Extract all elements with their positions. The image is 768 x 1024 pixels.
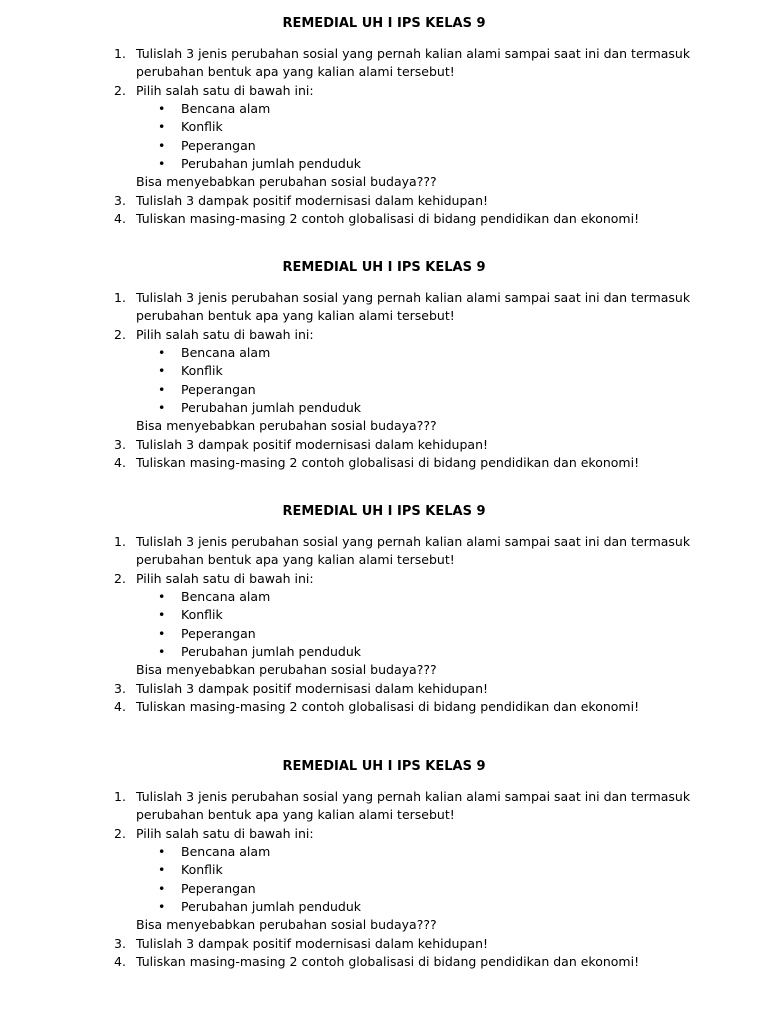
option-item: Peperangan	[181, 626, 256, 641]
question-3-text: Tulislah 3 dampak positif modernisasi dalam kehidupan!	[136, 936, 489, 951]
question-1-line-2: perubahan bentuk apa yang kalian alami tersebut!	[136, 552, 455, 567]
bullet-icon: •	[158, 101, 166, 116]
option-item: Perubahan jumlah penduduk	[181, 400, 362, 415]
question-3-text: Tulislah 3 dampak positif modernisasi dalam kehidupan!	[136, 437, 489, 452]
option-item: Konflik	[181, 363, 223, 378]
worksheet-block-3	[0, 503, 768, 714]
question-number: 4.	[114, 455, 126, 470]
worksheet-block-2	[0, 259, 768, 470]
question-number: 4.	[114, 954, 126, 969]
option-item: Perubahan jumlah penduduk	[181, 899, 362, 914]
bullet-icon: •	[158, 382, 166, 397]
question-1-line-1: Tulislah 3 jenis perubahan sosial yang pernah kalian alami sampai saat ini dan termasuk	[136, 789, 691, 804]
worksheet-title: REMEDIAL UH I IPS KELAS 9	[282, 504, 486, 519]
question-4-text: Tuliskan masing-masing 2 contoh globalisasi di bidang pendidikan dan ekonomi!	[136, 954, 640, 969]
bullet-icon: •	[158, 881, 166, 896]
bullet-icon: •	[158, 156, 166, 171]
worksheet-block-1	[0, 15, 768, 226]
question-2-text: Pilih salah satu di bawah ini:	[136, 83, 314, 98]
question-1-line-1: Tulislah 3 jenis perubahan sosial yang pernah kalian alami sampai saat ini dan termasuk	[136, 46, 691, 61]
question-1-line-2: perubahan bentuk apa yang kalian alami tersebut!	[136, 308, 455, 323]
bullet-icon: •	[158, 400, 166, 415]
bullet-icon: •	[158, 626, 166, 641]
bullet-icon: •	[158, 119, 166, 134]
question-2-follow-text: Bisa menyebabkan perubahan sosial budaya???	[136, 662, 437, 677]
question-2-follow-text: Bisa menyebabkan perubahan sosial budaya???	[136, 917, 437, 932]
question-2-follow-text: Bisa menyebabkan perubahan sosial budaya???	[136, 174, 437, 189]
question-2-follow-text: Bisa menyebabkan perubahan sosial budaya???	[136, 418, 437, 433]
option-item: Bencana alam	[181, 844, 271, 859]
bullet-icon: •	[158, 363, 166, 378]
option-item: Bencana alam	[181, 589, 271, 604]
worksheet-title: REMEDIAL UH I IPS KELAS 9	[282, 759, 486, 774]
option-item: Peperangan	[181, 382, 256, 397]
question-number: 1.	[114, 789, 126, 804]
option-item: Perubahan jumlah penduduk	[181, 156, 362, 171]
question-number: 3.	[114, 437, 126, 452]
question-number: 4.	[114, 211, 126, 226]
question-number: 2.	[114, 327, 126, 342]
option-item: Konflik	[181, 862, 223, 877]
question-3-text: Tulislah 3 dampak positif modernisasi dalam kehidupan!	[136, 681, 489, 696]
question-2-text: Pilih salah satu di bawah ini:	[136, 571, 314, 586]
option-item: Bencana alam	[181, 345, 271, 360]
question-number: 3.	[114, 936, 126, 951]
worksheet-title: REMEDIAL UH I IPS KELAS 9	[282, 16, 486, 31]
question-1-line-2: perubahan bentuk apa yang kalian alami tersebut!	[136, 807, 455, 822]
question-number: 1.	[114, 290, 126, 305]
question-4-text: Tuliskan masing-masing 2 contoh globalisasi di bidang pendidikan dan ekonomi!	[136, 211, 640, 226]
worksheet-block-4	[0, 758, 768, 969]
bullet-icon: •	[158, 862, 166, 877]
option-item: Peperangan	[181, 138, 256, 153]
question-1-line-2: perubahan bentuk apa yang kalian alami tersebut!	[136, 64, 455, 79]
option-item: Konflik	[181, 607, 223, 622]
question-number: 3.	[114, 193, 126, 208]
option-item: Peperangan	[181, 881, 256, 896]
bullet-icon: •	[158, 607, 166, 622]
question-2-text: Pilih salah satu di bawah ini:	[136, 826, 314, 841]
question-number: 2.	[114, 83, 126, 98]
question-4-text: Tuliskan masing-masing 2 contoh globalisasi di bidang pendidikan dan ekonomi!	[136, 699, 640, 714]
bullet-icon: •	[158, 899, 166, 914]
option-item: Konflik	[181, 119, 223, 134]
question-number: 2.	[114, 571, 126, 586]
question-2-text: Pilih salah satu di bawah ini:	[136, 327, 314, 342]
question-number: 1.	[114, 46, 126, 61]
question-number: 4.	[114, 699, 126, 714]
bullet-icon: •	[158, 589, 166, 604]
bullet-icon: •	[158, 644, 166, 659]
question-3-text: Tulislah 3 dampak positif modernisasi dalam kehidupan!	[136, 193, 489, 208]
bullet-icon: •	[158, 345, 166, 360]
option-item: Perubahan jumlah penduduk	[181, 644, 362, 659]
option-item: Bencana alam	[181, 101, 271, 116]
question-number: 2.	[114, 826, 126, 841]
question-1-line-1: Tulislah 3 jenis perubahan sosial yang pernah kalian alami sampai saat ini dan termasuk	[136, 534, 691, 549]
bullet-icon: •	[158, 138, 166, 153]
bullet-icon: •	[158, 844, 166, 859]
question-number: 3.	[114, 681, 126, 696]
question-number: 1.	[114, 534, 126, 549]
question-1-line-1: Tulislah 3 jenis perubahan sosial yang pernah kalian alami sampai saat ini dan termasuk	[136, 290, 691, 305]
question-4-text: Tuliskan masing-masing 2 contoh globalisasi di bidang pendidikan dan ekonomi!	[136, 455, 640, 470]
worksheet-title: REMEDIAL UH I IPS KELAS 9	[282, 260, 486, 275]
